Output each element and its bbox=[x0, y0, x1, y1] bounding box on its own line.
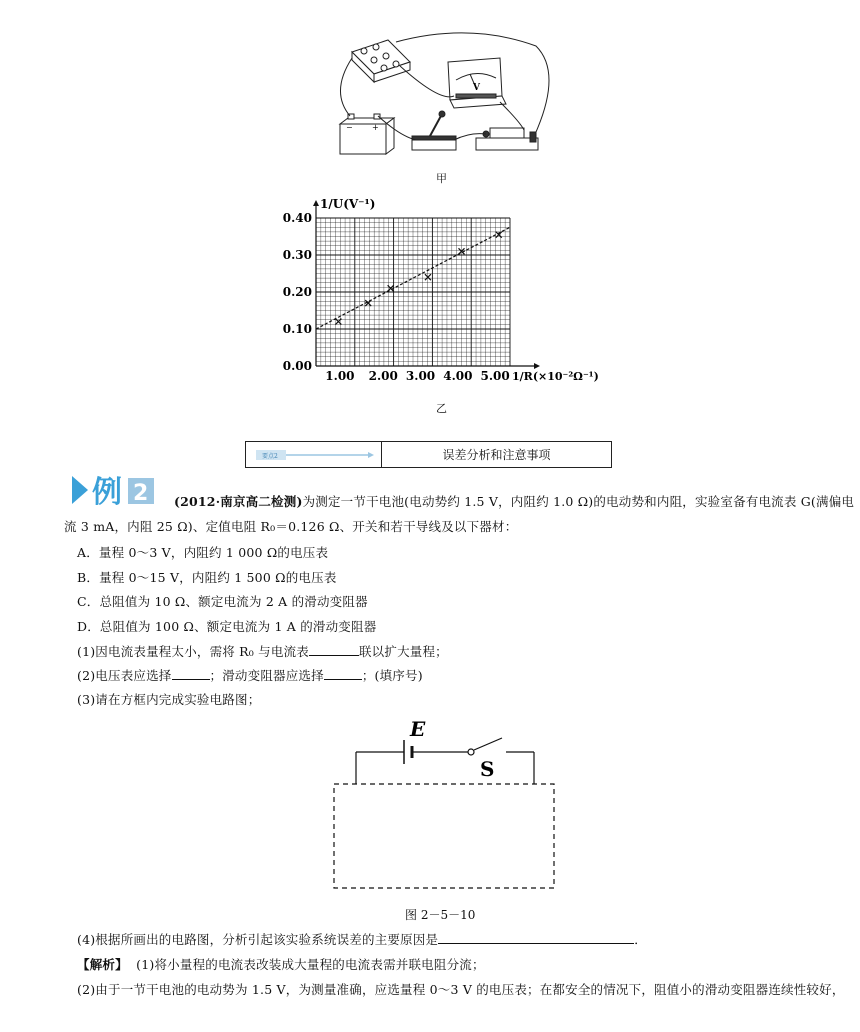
question-2: (2)电压表应选择 ；滑动变阻器应选择 ；(填序号) bbox=[77, 668, 423, 683]
circuit-label-e: E bbox=[410, 717, 426, 741]
arrow-decoration-icon bbox=[256, 448, 376, 462]
graph-1u-vs-1r bbox=[280, 196, 610, 394]
y-axis-arrow-icon bbox=[313, 200, 319, 206]
chart-grid bbox=[316, 218, 510, 366]
figure-a-caption: 甲 bbox=[436, 172, 447, 185]
x-tick-label: 1.00 bbox=[325, 369, 355, 383]
answer-blank-1[interactable] bbox=[309, 643, 359, 656]
y-axis-title: 1/U(V⁻¹) bbox=[320, 197, 376, 211]
option-d: D．总阻值为 100 Ω、额定电流为 1 A 的滑动变阻器 bbox=[77, 619, 377, 634]
resistance-box bbox=[352, 40, 410, 82]
circuit-label-s: S bbox=[480, 757, 495, 781]
chart-ticks bbox=[283, 197, 599, 383]
question-4: (4)根据所画出的电路图，分析引起该实验系统误差的主要原因是 ． bbox=[77, 932, 647, 947]
battery-plus: + bbox=[372, 123, 379, 132]
section-bar-left-label: 要点2 bbox=[262, 452, 278, 460]
section-bar-left bbox=[246, 442, 382, 467]
y-tick-label: 0.20 bbox=[282, 285, 312, 299]
y-tick-label: 0.10 bbox=[282, 322, 312, 336]
answer-blank-4[interactable] bbox=[438, 931, 634, 944]
answer-blank-2[interactable] bbox=[172, 667, 210, 680]
x-tick-label: 5.00 bbox=[480, 369, 510, 383]
svg-text:例: 例 bbox=[92, 475, 122, 508]
voltmeter-label: V bbox=[473, 83, 480, 93]
knife-switch bbox=[412, 111, 456, 150]
example-badge-icon bbox=[70, 472, 170, 508]
x-axis-title: 1/R(×10⁻²Ω⁻¹) bbox=[512, 370, 599, 383]
x-axis-arrow-icon bbox=[534, 363, 540, 369]
question-intro-1: (2012·南京高二检测)为测定一节干电池(电动势约 1.5 V，内阻约 1.0 Ω)的电动势和内阻，实验室备有电流表 G(满偏电 bbox=[174, 494, 855, 509]
solution-2: (2)由于一节干电池的电动势为 1.5 V，为测量准确，应选量程 0～3 V 的电压表；在都安全的情况下，阻值小的滑动变阻器连续性较好， bbox=[77, 982, 845, 997]
figure-b-caption: 乙 bbox=[436, 402, 447, 415]
y-tick-label: 0.00 bbox=[282, 359, 312, 373]
section-bar bbox=[245, 441, 612, 468]
x-tick-label: 2.00 bbox=[368, 369, 398, 383]
y-tick-label: 0.40 bbox=[282, 211, 312, 225]
current-meter bbox=[476, 128, 538, 150]
x-tick-label: 4.00 bbox=[443, 369, 473, 383]
question-intro-2: 流 3 mA，内阻 25 Ω)、定值电阻 R₀＝0.126 Ω、开关和若干导线及以下器材： bbox=[64, 519, 518, 534]
question-3: (3)请在方框内完成实验电路图； bbox=[77, 692, 261, 707]
option-b: B．量程 0～15 V，内阻约 1 500 Ω的电压表 bbox=[77, 570, 337, 585]
answer-blank-3[interactable] bbox=[324, 667, 362, 680]
svg-text:2: 2 bbox=[133, 481, 149, 506]
question-1: (1)因电流表量程太小，需将 R₀ 与电流表 联以扩大量程； bbox=[77, 644, 448, 659]
data-point bbox=[335, 319, 341, 325]
section-bar-title: 误差分析和注意事项 bbox=[442, 448, 551, 462]
option-c: C．总阻值为 10 Ω、额定电流为 2 A 的滑动变阻器 bbox=[77, 594, 368, 609]
battery bbox=[340, 114, 394, 154]
option-a: A．量程 0～3 V，内阻约 1 000 Ω的电压表 bbox=[77, 545, 329, 560]
data-point bbox=[425, 274, 431, 280]
solution-1: 【解析】 (1)将小量程的电流表改装成大量程的电流表需并联电阻分流； bbox=[77, 957, 485, 972]
y-tick-label: 0.30 bbox=[282, 248, 312, 262]
figure-caption: 图 2－5－10 bbox=[405, 908, 476, 922]
x-tick-label: 3.00 bbox=[405, 369, 436, 383]
battery-minus: − bbox=[346, 123, 353, 132]
circuit-diagram[interactable] bbox=[330, 712, 562, 894]
chart-axes bbox=[313, 200, 540, 369]
apparatus-illustration bbox=[330, 32, 560, 164]
